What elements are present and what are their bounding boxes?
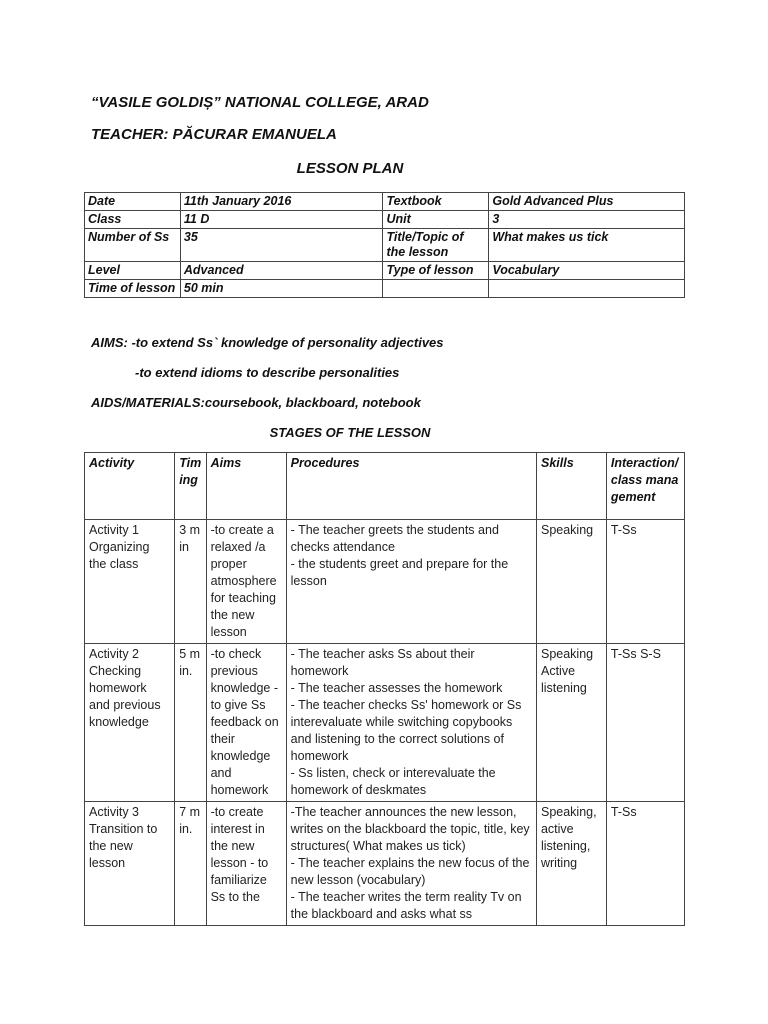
header-skills: Skills: [536, 453, 606, 520]
materials-line: AIDS/MATERIALS:coursebook, blackboard, notebook: [91, 395, 421, 410]
header-interaction: Interaction/class management: [606, 453, 684, 520]
procedure-step: - The teacher checks Ss' homework or Ss interevaluate while switching copybooks and listening to the correct solutions of homework: [290, 698, 522, 763]
stage-row: [85, 520, 685, 644]
stage-activity: Activity 3 Transition to the new lesson: [85, 802, 175, 926]
info-label: Number of Ss: [85, 229, 181, 262]
stage-row: [85, 802, 685, 926]
info-value: Advanced: [180, 262, 383, 280]
teacher-name: TEACHER: PĂCURAR EMANUELA: [91, 126, 337, 143]
stage-interaction: T-Ss: [606, 802, 684, 926]
procedure-step: -The teacher announces the new lesson, writes on the blackboard the topic, title, key structures( What makes us tick): [290, 805, 530, 853]
page-title: LESSON PLAN: [296, 160, 404, 177]
info-row: [85, 229, 685, 262]
stages-table: [84, 452, 685, 926]
stage-timing: 7 min.: [175, 802, 206, 926]
info-label: [383, 280, 489, 298]
procedure-step: - The teacher assesses the homework: [290, 681, 503, 695]
stage-activity: Activity 2 Checking homework and previous knowledge: [85, 644, 175, 802]
info-label: Textbook: [383, 193, 489, 211]
header-timing: Timing: [175, 453, 206, 520]
info-label: Date: [85, 193, 181, 211]
lesson-info-table: [84, 192, 685, 298]
school-name: “VASILE GOLDIȘ” NATIONAL COLLEGE, ARAD: [91, 94, 429, 111]
stage-interaction: T-Ss: [606, 520, 684, 644]
stage-row: [85, 644, 685, 802]
info-row: [85, 262, 685, 280]
stage-skills: Speaking: [536, 520, 606, 644]
info-value: 11 D: [180, 211, 383, 229]
aims-line-2: -to extend idioms to describe personalities: [135, 365, 400, 380]
info-label: Class: [85, 211, 181, 229]
info-value: Vocabulary: [489, 262, 685, 280]
stage-aims: -to create interest in the new lesson - to familiarize Ss to the: [206, 802, 286, 926]
info-value: 3: [489, 211, 685, 229]
procedure-step: - The teacher writes the term reality Tv on the blackboard and asks what ss: [290, 890, 522, 921]
stages-title: STAGES OF THE LESSON: [269, 425, 431, 440]
procedure-step: - The teacher asks Ss about their homework: [290, 647, 475, 678]
info-value: 11th January 2016: [180, 193, 383, 211]
stage-procedures: [286, 520, 536, 644]
header-activity: Activity: [85, 453, 175, 520]
stage-procedures: [286, 802, 536, 926]
stage-activity: Activity 1 Organizing the class: [85, 520, 175, 644]
procedure-step: - the students greet and prepare for the lesson: [290, 557, 509, 588]
aims-line-1: AIMS: -to extend Ss` knowledge of personality adjectives: [91, 335, 444, 350]
info-value: 35: [180, 229, 383, 262]
stage-timing: 3 min: [175, 520, 206, 644]
header-procedures: Procedures: [286, 453, 536, 520]
info-label: Title/Topic of the lesson: [383, 229, 489, 262]
stage-aims: -to check previous knowledge -to give Ss feedback on their knowledge and homework: [206, 644, 286, 802]
stage-aims: -to create a relaxed /a proper atmosphere for teaching the new lesson: [206, 520, 286, 644]
info-value: Gold Advanced Plus: [489, 193, 685, 211]
info-value: [489, 280, 685, 298]
info-row: [85, 280, 685, 298]
stage-skills: Speaking, active listening, writing: [536, 802, 606, 926]
stage-procedures: [286, 644, 536, 802]
procedure-step: - Ss listen, check or interevaluate the homework of deskmates: [290, 766, 496, 797]
info-label: Unit: [383, 211, 489, 229]
header-aims: Aims: [206, 453, 286, 520]
info-label: Time of lesson: [85, 280, 181, 298]
stages-header-row: [85, 453, 685, 520]
procedure-step: - The teacher greets the students and checks attendance: [290, 523, 499, 554]
stage-skills: Speaking Active listening: [536, 644, 606, 802]
info-label: Level: [85, 262, 181, 280]
info-row: [85, 193, 685, 211]
info-value: 50 min: [180, 280, 383, 298]
procedure-step: - The teacher explains the new focus of the new lesson (vocabulary): [290, 856, 530, 887]
info-label: Type of lesson: [383, 262, 489, 280]
info-row: [85, 211, 685, 229]
info-value: What makes us tick: [489, 229, 685, 262]
stage-timing: 5 min.: [175, 644, 206, 802]
stage-interaction: T-Ss S-S: [606, 644, 684, 802]
